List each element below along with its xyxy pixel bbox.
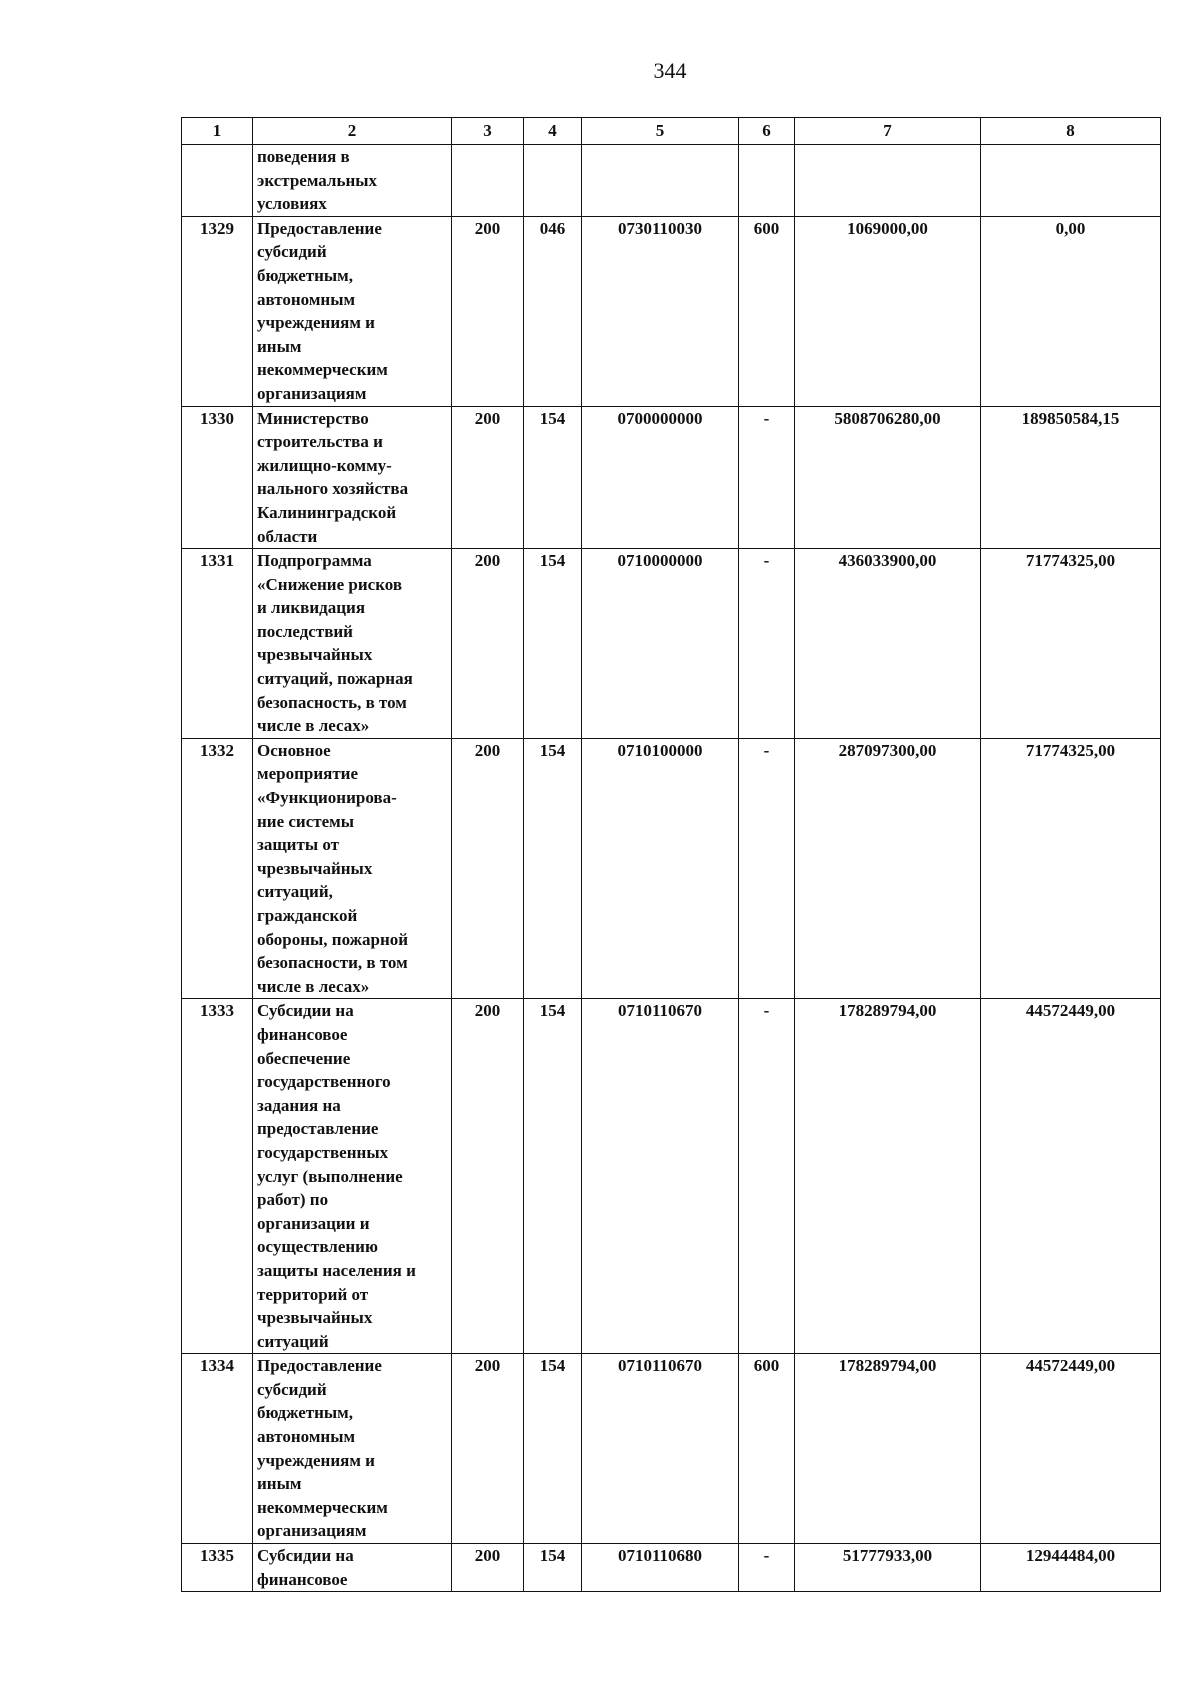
- row-col7: 178289794,00: [795, 999, 981, 1354]
- row-col4: 154: [524, 1544, 582, 1592]
- row-col8: 44572449,00: [981, 999, 1161, 1354]
- row-col4: 154: [524, 738, 582, 999]
- header-cell-2: 2: [253, 118, 452, 145]
- row-col3: 200: [452, 549, 524, 739]
- row-col5: 0710000000: [582, 549, 739, 739]
- row-name-text: поведения в экстремальных условиях: [257, 147, 378, 214]
- table-row: [182, 1354, 1161, 1544]
- budget-table: [181, 117, 1161, 1592]
- table-row: [182, 216, 1161, 406]
- row-number: 1331: [182, 549, 253, 739]
- row-col8: [981, 145, 1161, 217]
- row-number: 1335: [182, 1544, 253, 1592]
- row-col8: 71774325,00: [981, 549, 1161, 739]
- table-row: [182, 549, 1161, 739]
- row-col5: 0730110030: [582, 216, 739, 406]
- row-col5: 0710110670: [582, 999, 739, 1354]
- table-row: [182, 406, 1161, 549]
- header-cell-6: 6: [739, 118, 795, 145]
- row-name-text: Министерство строительства и жилищно-комму- нального хозяйства Калининградской области: [257, 408, 409, 546]
- row-col8: 12944484,00: [981, 1544, 1161, 1592]
- row-number: 1329: [182, 216, 253, 406]
- row-col7: 51777933,00: [795, 1544, 981, 1592]
- row-name: [253, 1354, 452, 1544]
- row-col7: 436033900,00: [795, 549, 981, 739]
- row-name: [253, 1544, 452, 1592]
- row-name: [253, 738, 452, 999]
- header-cell-5: 5: [582, 118, 739, 145]
- row-name-text: Подпрограмма «Снижение рисков и ликвидация последствий чрезвычайных ситуаций, пожарная безопасность, в том числе в лесах»: [257, 551, 413, 736]
- row-col5: [582, 145, 739, 217]
- row-col7: 287097300,00: [795, 738, 981, 999]
- row-number: 1334: [182, 1354, 253, 1544]
- row-col4: 154: [524, 406, 582, 549]
- row-col3: 200: [452, 216, 524, 406]
- row-number: [182, 145, 253, 217]
- row-col7: 178289794,00: [795, 1354, 981, 1544]
- row-number: 1330: [182, 406, 253, 549]
- row-col6: -: [739, 738, 795, 999]
- row-col6: [739, 145, 795, 217]
- table-row: [182, 999, 1161, 1354]
- row-number: 1332: [182, 738, 253, 999]
- row-col6: -: [739, 1544, 795, 1592]
- table-row: [182, 738, 1161, 999]
- row-number: 1333: [182, 999, 253, 1354]
- row-name: [253, 999, 452, 1354]
- row-col6: -: [739, 406, 795, 549]
- row-col8: 0,00: [981, 216, 1161, 406]
- row-col5: 0710110670: [582, 1354, 739, 1544]
- row-name-text: Субсидии на финансовое обеспечение государственного задания на предоставление государственных услуг (выполнение работ) по организации и осуществлению защиты населения и территорий от чрезвычайных ситуаций: [257, 1001, 416, 1351]
- row-col6: 600: [739, 1354, 795, 1544]
- row-col4: [524, 145, 582, 217]
- row-col8: 189850584,15: [981, 406, 1161, 549]
- row-name-text: Предоставление субсидий бюджетным, автономным учреждениям и иным некоммерческим организациям: [257, 218, 388, 403]
- row-col8: 44572449,00: [981, 1354, 1161, 1544]
- header-cell-1: 1: [182, 118, 253, 145]
- row-col6: 600: [739, 216, 795, 406]
- row-col4: 154: [524, 549, 582, 739]
- row-name-text: Предоставление субсидий бюджетным, автономным учреждениям и иным некоммерческим организациям: [257, 1356, 388, 1541]
- row-col3: 200: [452, 738, 524, 999]
- table-header-row: [182, 118, 1161, 145]
- row-col6: -: [739, 999, 795, 1354]
- row-col3: 200: [452, 406, 524, 549]
- row-col3: 200: [452, 1544, 524, 1592]
- table-row: [182, 145, 1161, 217]
- row-col7: 5808706280,00: [795, 406, 981, 549]
- row-name: [253, 549, 452, 739]
- row-col8: 71774325,00: [981, 738, 1161, 999]
- row-col3: 200: [452, 999, 524, 1354]
- row-name: [253, 145, 452, 217]
- row-name: [253, 406, 452, 549]
- row-name-text: Субсидии на финансовое: [257, 1546, 354, 1589]
- page-number: 344: [653, 58, 687, 83]
- row-col4: 154: [524, 1354, 582, 1544]
- row-name: [253, 216, 452, 406]
- row-col7: 1069000,00: [795, 216, 981, 406]
- header-cell-4: 4: [524, 118, 582, 145]
- row-name-text: Основное мероприятие «Функционирова- ние системы защиты от чрезвычайных ситуаций, гражданской обороны, пожарной безопасности, в том числе в лесах»: [257, 740, 409, 996]
- row-col6: -: [739, 549, 795, 739]
- header-cell-8: 8: [981, 118, 1161, 145]
- table-row: [182, 1544, 1161, 1592]
- header-cell-3: 3: [452, 118, 524, 145]
- row-col3: 200: [452, 1354, 524, 1544]
- row-col4: 154: [524, 999, 582, 1354]
- row-col5: 0710110680: [582, 1544, 739, 1592]
- row-col4: 046: [524, 216, 582, 406]
- row-col5: 0710100000: [582, 738, 739, 999]
- header-cell-7: 7: [795, 118, 981, 145]
- row-col3: [452, 145, 524, 217]
- row-col7: [795, 145, 981, 217]
- row-col5: 0700000000: [582, 406, 739, 549]
